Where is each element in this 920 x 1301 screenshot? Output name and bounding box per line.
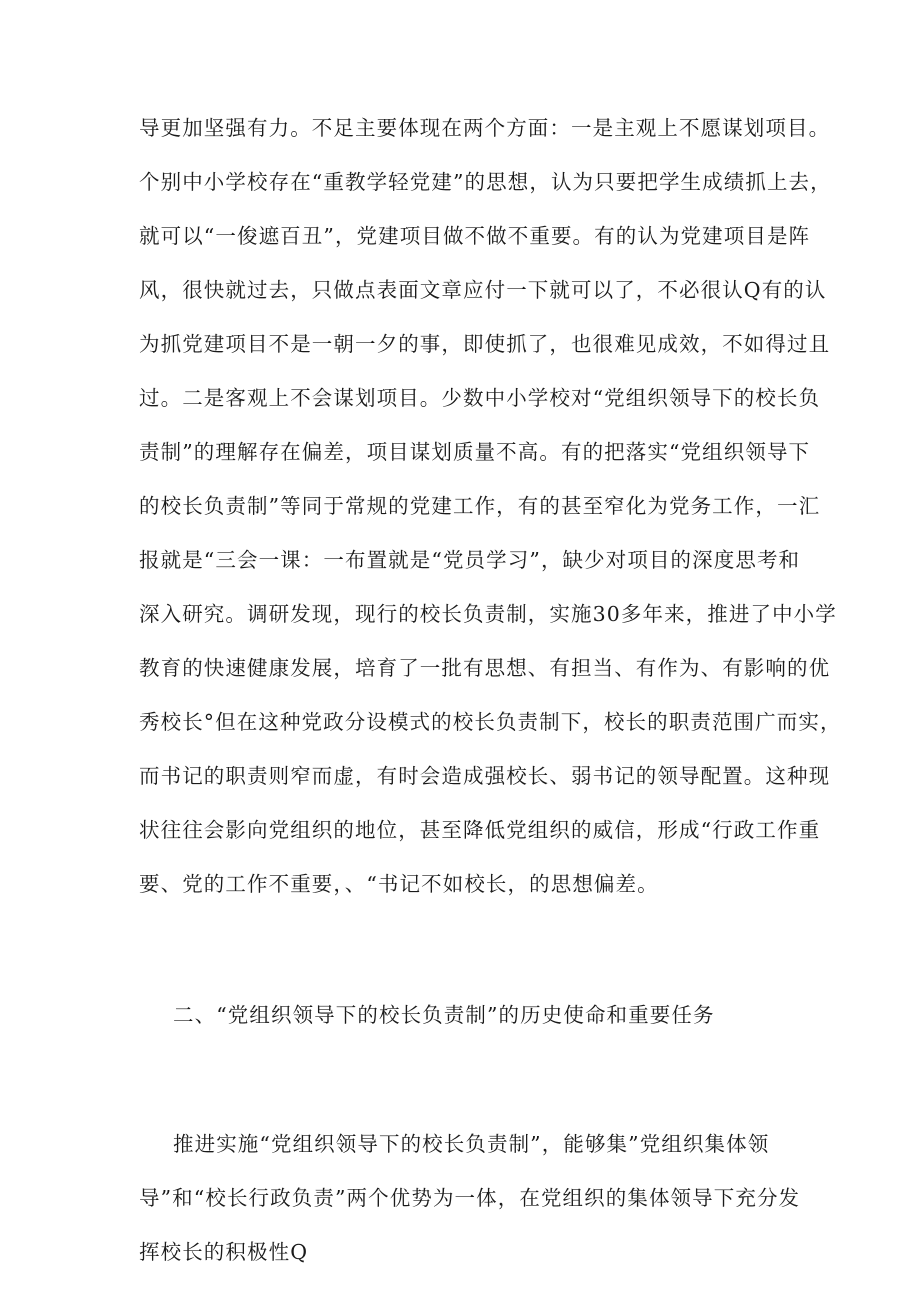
paragraph-1-line-9: 报就是“三会一课：一布置就是“党员学习”，缺少对项目的深度思考和 — [139, 548, 801, 572]
paragraph-2-line-2: 导”和“校长行政负责”两个优势为一体，在党组织的集体领导下充分发 — [139, 1186, 801, 1210]
paragraph-1-line-1: 导更加坚强有力。不足主要体现在两个方面：一是主观上不愿谋划项目。 — [139, 116, 831, 140]
paragraph-1-line-7: 责制”的理解存在偏差，项目谋划质量不高。有的把落实“党组织领导下 — [139, 440, 811, 464]
paragraph-1-line-11: 教育的快速健康发展，培育了一批有思想、有担当、有作为、有影响的优 — [139, 656, 831, 680]
section-heading: 二、“党组织领导下的校长负责制”的历史使命和重要任务 — [173, 1003, 715, 1027]
paragraph-1-line-6: 过。二是客观上不会谋划项目。少数中小学校对“党组织领导下的校长负 — [139, 386, 821, 410]
paragraph-2-line-1: 推进实施“党组织领导下的校长负责制”，能够集”党组织集体领 — [173, 1132, 770, 1156]
paragraph-1-line-14: 状往往会影向党组织的地位，甚至降低党组织的威信，形成“行政工作重 — [139, 818, 821, 842]
paragraph-1-line-15: 要、党的工作不重要，、“书记不如校长，的思想偏差。 — [139, 872, 659, 896]
paragraph-1-line-10: 深入研究。调研发现，现行的校长负责制，实施30多年来，推进了中小学 — [139, 602, 837, 626]
paragraph-1-line-12: 秀校长°但在这种党政分设模式的校长负责制下，校长的职责范围广而实， — [139, 710, 842, 734]
paragraph-1-line-3: 就可以“一俊遮百丑”，党建项目做不做不重要。有的认为党建项目是阵 — [139, 224, 811, 248]
paragraph-2-line-3: 挥校长的积极性Q — [139, 1240, 309, 1264]
paragraph-1-line-2: 个别中小学校存在“重教学轻党建”的思想，认为只要把学生成绩抓上去， — [139, 170, 832, 194]
paragraph-1-line-5: 为抓党建项目不是一朝一夕的事，即使抓了，也很难见成效，不如得过且 — [139, 332, 831, 356]
paragraph-1-line-4: 风，很快就过去，只做点表面文章应付一下就可以了，不必很认Q有的认 — [139, 278, 827, 302]
paragraph-1-line-8: 的校长负责制”等同于常规的党建工作，有的甚至窄化为党务工作，一汇 — [139, 494, 821, 518]
paragraph-1-line-13: 而书记的职责则窄而虚，有时会造成强校长、弱书记的领导配置。这种现 — [139, 764, 831, 788]
